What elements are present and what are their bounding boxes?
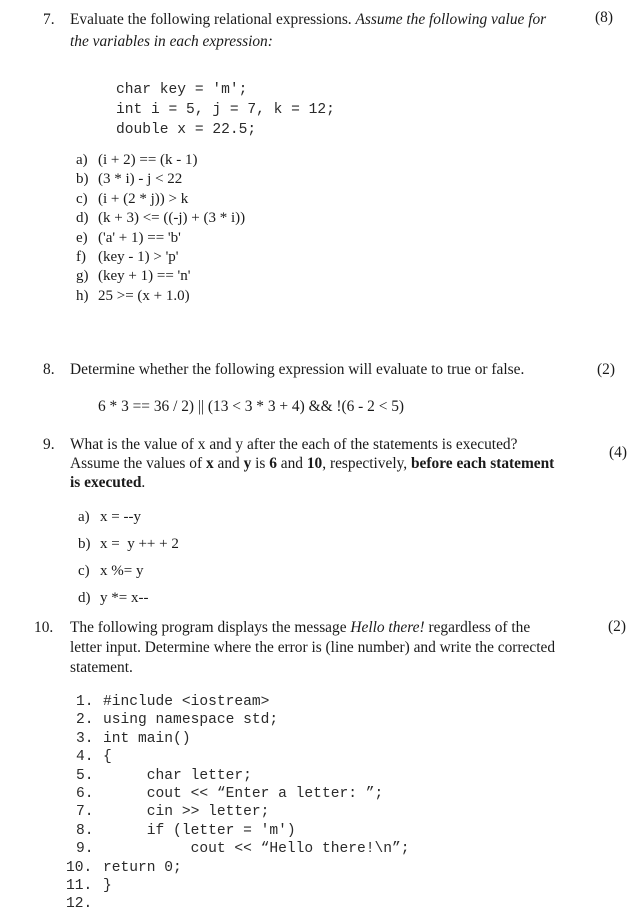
q7-marks: (8) bbox=[595, 9, 613, 26]
q10-number: 10. bbox=[34, 619, 54, 636]
list-item: c) x %= y bbox=[78, 563, 144, 579]
code-line: 5. char letter; bbox=[76, 767, 252, 784]
q8-marks: (2) bbox=[597, 361, 615, 378]
list-item: d) y *= x-- bbox=[78, 590, 149, 606]
q10-code-block bbox=[66, 693, 410, 914]
q7-prompt-plain: Evaluate the following relational expressions. bbox=[70, 11, 352, 28]
q9-items bbox=[78, 504, 179, 612]
q8-number: 8. bbox=[43, 361, 55, 378]
list-item: a) x = --y bbox=[78, 509, 141, 525]
q10-prompt-line1: The following program displays the message Hello there! regardless of the bbox=[70, 619, 531, 636]
code-line: 10. return 0; bbox=[66, 859, 182, 876]
q7-prompt bbox=[70, 9, 546, 31]
code-line: 3. int main() bbox=[76, 730, 191, 747]
list-item: b) (3 * i) - j < 22 bbox=[76, 171, 183, 188]
code-line: 11. } bbox=[66, 878, 112, 895]
list-item: d) (k + 3) <= ((-j) + (3 * i)) bbox=[76, 210, 246, 227]
q7-prompt-line2: the variables in each expression: bbox=[70, 33, 273, 50]
list-item: h) 25 >= (x + 1.0) bbox=[76, 287, 190, 304]
q9-number: 9. bbox=[43, 436, 55, 453]
list-item: e) ('a' + 1) == 'b' bbox=[76, 229, 181, 246]
q7-prompt-italic: Assume the following value for bbox=[355, 11, 547, 28]
q7-code-block bbox=[116, 80, 335, 140]
list-item: g) (key + 1) == 'n' bbox=[76, 268, 191, 285]
q8-expression: 6 * 3 == 36 / 2) || (13 < 3 * 3 + 4) && !(6 - 2 < 5) bbox=[98, 398, 405, 415]
q9-prompt-line2: Assume the values of x and y is 6 and 10, respectively, before each statement bbox=[70, 455, 555, 472]
q7-code-line: double x = 22.5; bbox=[116, 122, 257, 138]
q7-number: 7. bbox=[43, 11, 55, 28]
q10-prompt-line2: letter input. Determine where the error is (line number) and write the corrected bbox=[70, 639, 556, 656]
q7-code-line: int i = 5, j = 7, k = 12; bbox=[116, 102, 335, 118]
list-item: a) (i + 2) == (k - 1) bbox=[76, 152, 198, 168]
code-line: 8. if (letter = 'm') bbox=[76, 822, 296, 839]
q9-marks: (4) bbox=[609, 444, 627, 461]
code-line: 7. cin >> letter; bbox=[76, 804, 270, 821]
code-line: 2. using namespace std; bbox=[76, 712, 279, 729]
code-line: 4. { bbox=[76, 749, 112, 766]
code-line: 12. bbox=[66, 896, 93, 913]
q10-prompt-line3: statement. bbox=[70, 659, 133, 676]
list-item: c) (i + (2 * j)) > k bbox=[76, 190, 189, 207]
list-item: b) x = y ++ + 2 bbox=[78, 536, 179, 552]
list-item: f) (key - 1) > 'p' bbox=[76, 249, 179, 266]
q7-items bbox=[76, 151, 245, 306]
q10-marks: (2) bbox=[608, 618, 626, 635]
code-line: 6. cout << “Enter a letter: ”; bbox=[76, 786, 384, 803]
code-line: 1. #include <iostream> bbox=[76, 694, 270, 710]
q7-code-line: char key = 'm'; bbox=[116, 82, 248, 98]
code-line: 9. cout << “Hello there!\n”; bbox=[76, 841, 410, 858]
q9-prompt-line1: What is the value of x and y after the each of the statements is executed? bbox=[70, 436, 518, 453]
q8-prompt: Determine whether the following expression will evaluate to true or false. bbox=[70, 361, 525, 378]
q9-prompt-line3: is executed. bbox=[70, 474, 146, 491]
